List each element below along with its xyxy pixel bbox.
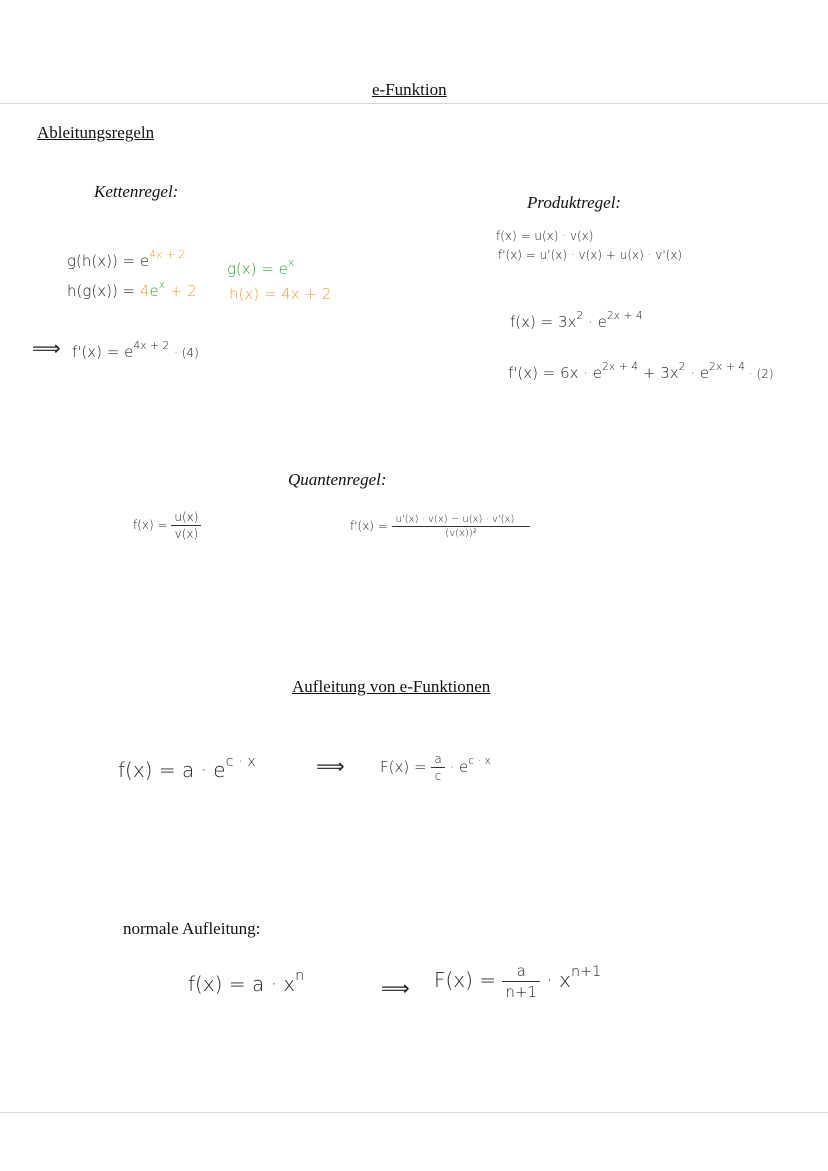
kettenregel-inner-function: h(x) = 4x + 2 bbox=[229, 285, 332, 303]
normale-aufleitung-function-base: f(x) = a · x bbox=[188, 972, 296, 996]
produktregel-example-exponent: 2x + 4 bbox=[606, 308, 643, 322]
kettenregel-line1-base: g(h(x)) = e bbox=[67, 252, 150, 270]
quotientenregel-function bbox=[133, 510, 201, 541]
produktregel-derivative-square: 2 bbox=[678, 359, 686, 373]
produktregel-label: Produktregel: bbox=[527, 193, 622, 212]
produktregel-derivative-e: · e bbox=[685, 364, 710, 382]
produktregel-example-e: · e bbox=[583, 313, 607, 331]
kettenregel-line2-prefix: h(g(x)) = bbox=[67, 282, 140, 300]
quotientenregel-function-lhs: f(x) = bbox=[133, 518, 172, 532]
top-divider bbox=[0, 103, 828, 104]
quotientenregel-function-denominator: v(x) bbox=[174, 527, 199, 541]
kettenregel-label: Kettenregel: bbox=[94, 182, 179, 201]
normale-aufleitung-antiderivative-numerator: a bbox=[502, 962, 540, 982]
kettenregel-line2-exponent: x bbox=[158, 277, 166, 291]
quotientenregel-function-numerator: u(x) bbox=[171, 510, 201, 526]
produktregel-rule: f(x) = u(x) · v(x) bbox=[496, 229, 594, 243]
aufleitung-antiderivative-exponent: c · x bbox=[468, 753, 491, 767]
produktregel-example-square: 2 bbox=[576, 308, 584, 322]
kettenregel-result-exponent: 4x + 2 bbox=[133, 338, 170, 352]
kettenregel-line2-coefficient: 4 bbox=[139, 282, 150, 300]
normale-aufleitung-antiderivative-fraction bbox=[502, 962, 540, 1001]
normale-aufleitung-antiderivative-lhs: F(x) = bbox=[434, 968, 503, 992]
produktregel-derivative-rule: f'(x) = u'(x) · v(x) + u(x) · v'(x) bbox=[498, 248, 683, 262]
produktregel-derivative-exponent-2: 2x + 4 bbox=[709, 359, 746, 373]
normale-aufleitung-function-exponent: n bbox=[295, 968, 305, 985]
aufleitung-arrow: ⟹ bbox=[316, 754, 345, 778]
produktregel-derivative-factor: · (2) bbox=[745, 367, 774, 381]
produktregel-example-derivative bbox=[508, 359, 774, 382]
aufleitung-antiderivative-denominator: c bbox=[434, 769, 442, 783]
kettenregel-line2 bbox=[67, 277, 197, 300]
aufleitung-antiderivative-numerator: a bbox=[431, 752, 444, 768]
normale-aufleitung-antiderivative-denominator: n+1 bbox=[505, 983, 538, 1001]
quotientenregel-function-fraction bbox=[171, 510, 201, 541]
outer-function-base: g(x) = e bbox=[227, 260, 288, 278]
aufleitung-antiderivative bbox=[380, 752, 491, 783]
produktregel-derivative-prefix: f'(x) = 6x · e bbox=[508, 364, 603, 382]
kettenregel-arrow: ⟹ bbox=[32, 336, 61, 360]
kettenregel-result-factor: · (4) bbox=[174, 346, 199, 360]
normale-aufleitung-function bbox=[188, 968, 305, 996]
kettenregel-line1 bbox=[67, 247, 186, 270]
page-title: e-Funktion bbox=[372, 80, 447, 99]
aufleitung-function-base: f(x) = a · e bbox=[118, 758, 226, 782]
kettenregel-line2-suffix: + 2 bbox=[165, 282, 197, 300]
section-heading-aufleitung: Aufleitung von e-Funktionen bbox=[292, 677, 491, 696]
quotientenregel-derivative-fraction bbox=[392, 514, 531, 539]
normale-aufleitung-label: normale Aufleitung: bbox=[123, 919, 261, 938]
section-heading-ableitungsregeln: Ableitungsregeln bbox=[37, 123, 155, 142]
kettenregel-result-base: f'(x) = e bbox=[72, 343, 134, 361]
kettenregel-outer-function bbox=[227, 255, 295, 278]
kettenregel-result bbox=[72, 338, 199, 361]
normale-aufleitung-arrow: ⟹ bbox=[381, 976, 410, 1000]
normale-aufleitung-antiderivative bbox=[434, 962, 601, 1001]
aufleitung-function-exponent: c · x bbox=[225, 754, 256, 771]
kettenregel-line2-e: e bbox=[149, 282, 159, 300]
produktregel-example-base: f(x) = 3x bbox=[510, 313, 577, 331]
aufleitung-function bbox=[118, 754, 256, 782]
quotientenregel-label: Quantenregel: bbox=[288, 470, 387, 489]
produktregel-example bbox=[510, 308, 643, 331]
bottom-divider bbox=[0, 1112, 828, 1113]
produktregel-derivative-middle: + 3x bbox=[638, 364, 679, 382]
kettenregel-line1-exponent: 4x + 2 bbox=[149, 247, 186, 261]
aufleitung-antiderivative-e: · e bbox=[444, 758, 469, 776]
produktregel-derivative-exponent-1: 2x + 4 bbox=[602, 359, 639, 373]
quotientenregel-derivative bbox=[350, 514, 530, 539]
outer-function-exponent: x bbox=[287, 255, 295, 269]
aufleitung-antiderivative-lhs: F(x) = bbox=[380, 758, 432, 776]
normale-aufleitung-antiderivative-exponent: n+1 bbox=[570, 964, 602, 981]
quotientenregel-derivative-numerator: u'(x) · v(x) − u(x) · v'(x) bbox=[392, 514, 531, 527]
normale-aufleitung-antiderivative-x: · x bbox=[540, 968, 571, 992]
quotientenregel-derivative-denominator: (v(x))² bbox=[445, 528, 477, 539]
aufleitung-antiderivative-fraction bbox=[431, 752, 444, 783]
quotientenregel-derivative-lhs: f'(x) = bbox=[350, 519, 392, 533]
